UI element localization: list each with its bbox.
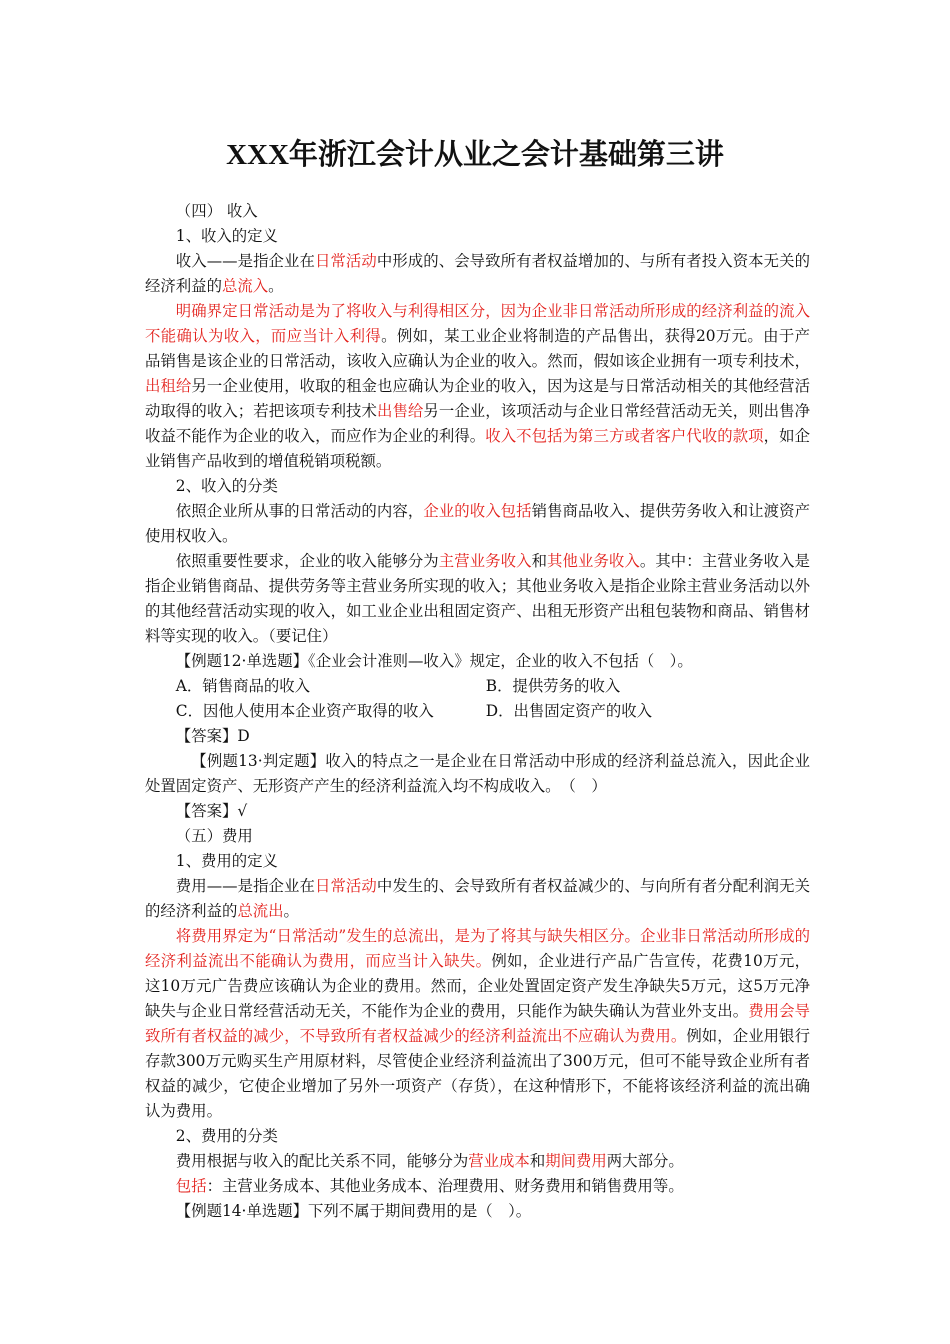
text-run: 和 — [529, 1152, 546, 1170]
paragraph — [145, 299, 810, 474]
text-run: ，如企业销售产品收到的增值税销项税额。 — [145, 427, 810, 470]
text-run: 费用根据与收入的配比关系不同，能够分为 — [175, 1152, 469, 1170]
paragraph — [145, 874, 810, 924]
highlighted-text: 其他业务收入 — [547, 552, 640, 570]
paragraph — [145, 474, 810, 499]
expense-section — [145, 724, 810, 1224]
paragraph — [145, 849, 810, 874]
paragraph — [145, 224, 810, 249]
highlighted-text: 总流入 — [221, 277, 269, 295]
highlighted-text: 期间费用 — [545, 1152, 607, 1170]
highlighted-text: 出售给 — [377, 402, 424, 420]
text-run: 例如，企业进行产品广告宣传，花费10万元，这10万元广告费应该确认为企业的费用。然而，企业处置固定资产发生净缺失5万元，这5万元净缺失与企业日常经营活动无关，不能作为企业的费用，只能作为缺失确认为营业外支出。 — [145, 952, 810, 1020]
text-run: 【例题13·判定题】收入的特点之一是企业在日常活动中形成的经济利益总流入，因此企业处置固定资产、无形资产产生的经济利益流入均不构成收入。 （ ） — [145, 752, 810, 795]
highlighted-text: 出租给 — [145, 377, 192, 395]
paragraph — [145, 824, 810, 849]
text-run: 2、收入的分类 — [175, 477, 278, 495]
highlighted-text: 营业成本 — [468, 1152, 530, 1170]
option-b: B．提供劳务的收入 — [485, 677, 621, 695]
paragraph — [145, 1124, 810, 1149]
highlighted-text: 明确界定日常活动是为了将收入与利得相区分，因为企业非日常活动所形成的经济利益的流入不能确认为收入，而应当计入利得 — [145, 302, 810, 345]
text-run: 。 — [283, 902, 299, 920]
highlighted-text: 包括 — [175, 1177, 207, 1195]
text-run: 【例题12·单选题】《企业会计准则—收入》规定，企业的收入不包括（ ）。 — [175, 652, 693, 670]
option-row — [145, 699, 810, 724]
option-c: C．因他人使用本企业资产取得的收入 — [175, 702, 434, 720]
text-run: 和 — [531, 552, 548, 570]
text-run: （四） 收入 — [175, 202, 258, 220]
highlighted-text: 收入不包括为第三方或者客户代收的款项 — [485, 427, 764, 445]
paragraph — [145, 724, 810, 749]
text-run: 两大部分。 — [606, 1152, 684, 1170]
paragraph — [145, 649, 810, 674]
highlighted-text: 费用会导致所有者权益的减少，不导致所有者权益减少的经济利益流出不应确认为费用。 — [145, 1002, 810, 1045]
option-a: A．销售商品的收入 — [175, 677, 311, 695]
text-run: 依照重要性要求，企业的收入能够分为 — [175, 552, 439, 570]
paragraph — [145, 924, 810, 1124]
paragraph — [145, 499, 810, 549]
option-row — [145, 674, 810, 699]
paragraph — [145, 1174, 810, 1199]
paragraph — [145, 549, 810, 649]
text-run: 2、费用的分类 — [175, 1127, 278, 1145]
text-run: 另一企业使用，收取的租金也应确认为企业的收入，因为这是与日常活动相关的其他经营活动取得的收入；若把该项专利技术 — [145, 377, 810, 420]
paragraph — [145, 799, 810, 824]
text-run: （五）费用 — [175, 827, 253, 845]
text-run: 1、收入的定义 — [175, 227, 278, 245]
highlighted-text: 日常活动 — [314, 877, 377, 895]
text-run: 费用——是指企业在 — [175, 877, 315, 895]
highlighted-text: 将费用界定为“日常活动”发生的总流出，是为了将其与缺失相区分。企业非日常活动所形成的经济利益流出不能确认为费用，而应当计入缺失。 — [145, 927, 810, 970]
text-run: 收入——是指企业在 — [175, 252, 315, 270]
document-title: XXX年浙江会计从业之会计基础第三讲 — [226, 139, 724, 171]
text-run: ：主营业务成本、其他业务成本、治理费用、财务费用和销售费用等。 — [206, 1177, 684, 1195]
text-run: 依照企业所从事的日常活动的内容， — [175, 502, 424, 520]
text-run: 【答案】√ — [175, 802, 248, 820]
text-run: 例如，企业用银行存款300万元购买生产用原材料，尽管使企业经济利益流出了300万元，但可不能导致企业所有者权益的减少，它使企业增加了另外一项资产（存货），在这种情形下，不能将该经济利益的流出确认为费用。 — [145, 1027, 810, 1120]
paragraph — [145, 1199, 810, 1224]
text-run: 。其中：主营业务收入是指企业销售商品、提供劳务等主营业务所实现的收入；其他业务收入是指企业除主营业务活动以外的其他经营活动实现的收入，如工业企业出租固定资产、出租无形资产出租包装物和商品、销售材料等实现的收入。（要记住） — [145, 552, 810, 645]
text-run: 【答案】D — [175, 727, 250, 745]
text-run: 。例如，某工业企业将制造的产品售出，获得20万元。由于产品销售是该企业的日常活动，该收入应确认为企业的收入。然而，假如该企业拥有一项专利技术， — [145, 327, 810, 370]
text-run: 。 — [268, 277, 284, 295]
highlighted-text: 日常活动 — [314, 252, 377, 270]
paragraph — [145, 749, 810, 799]
paragraph — [145, 1149, 810, 1174]
paragraph — [145, 249, 810, 299]
text-run: 【例题14·单选题】下列不属于期间费用的是（ ）。 — [175, 1202, 532, 1220]
paragraph — [145, 199, 810, 224]
option-d: D．出售固定资产的收入 — [485, 702, 653, 720]
highlighted-text: 总流出 — [237, 902, 284, 920]
document-body — [145, 199, 810, 1224]
highlighted-text: 企业的收入包括 — [423, 502, 532, 520]
text-run: 中发生的、会导致所有者权益减少的、与向所有者分配利润无关的经济利益的 — [145, 877, 810, 920]
text-run: 销售商品收入、提供劳务收入和让渡资产使用权收入。 — [145, 502, 810, 545]
text-run: 中形成的、会导致所有者权益增加的、与所有者投入资本无关的经济利益的 — [145, 252, 810, 295]
text-run: 1、费用的定义 — [175, 852, 278, 870]
text-run: 另一企业，该项活动与企业日常经营活动无关，则出售净收益不能作为企业的收入，而应作为企业的利得。 — [145, 402, 810, 445]
question-12-options — [145, 674, 810, 724]
revenue-section — [145, 199, 810, 674]
highlighted-text: 主营业务收入 — [438, 552, 532, 570]
